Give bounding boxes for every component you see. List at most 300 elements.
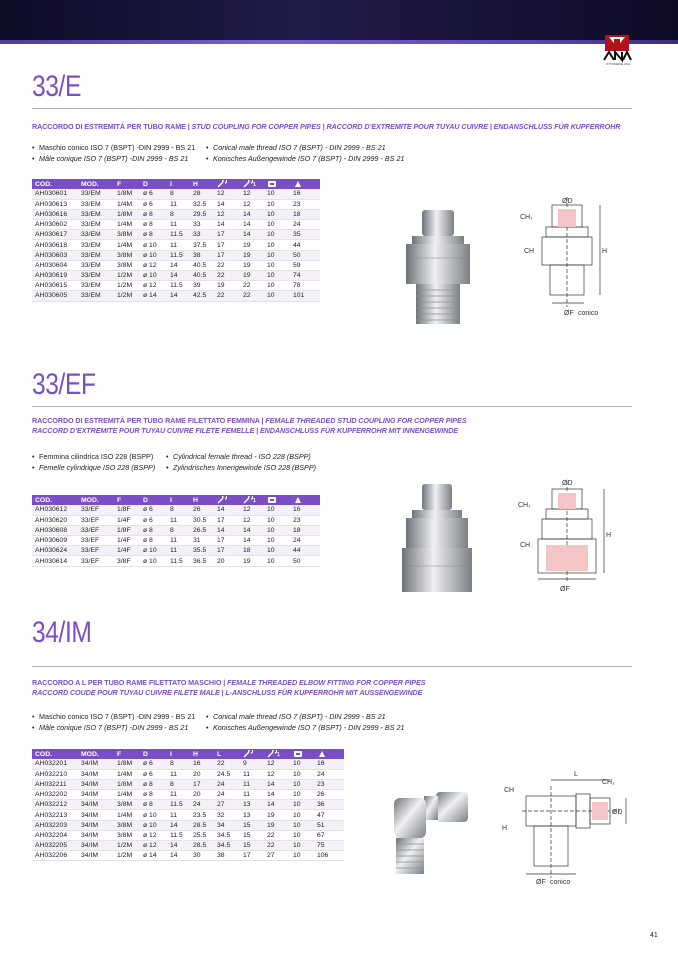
dimensions-table bbox=[32, 749, 344, 861]
table-cell: 35 bbox=[290, 230, 320, 240]
dimensions-table bbox=[32, 495, 320, 567]
table-cell: 8 bbox=[167, 505, 190, 515]
table-cell: 106 bbox=[314, 851, 344, 861]
table-cell: 26.5 bbox=[190, 525, 214, 535]
table-cell: 27 bbox=[264, 851, 290, 861]
table-cell: 30.5 bbox=[190, 515, 214, 525]
table-cell: 1/2M bbox=[114, 851, 140, 861]
coupling-photo bbox=[392, 478, 482, 598]
svg-text:H: H bbox=[606, 532, 612, 539]
table-cell: 10 bbox=[290, 759, 314, 769]
table-cell: 36.5 bbox=[190, 556, 214, 566]
table-cell: AH030602 bbox=[32, 220, 78, 230]
table-cell: 16 bbox=[290, 505, 320, 515]
table-cell: 11 bbox=[167, 536, 190, 546]
column-header: COD. bbox=[32, 495, 78, 505]
table-cell: 10 bbox=[264, 505, 290, 515]
table-cell: 10 bbox=[290, 800, 314, 810]
table-cell: 10 bbox=[264, 546, 290, 556]
table-cell: 11 bbox=[167, 240, 190, 250]
table-cell: 10 bbox=[264, 525, 290, 535]
table-cell: 34/IM bbox=[78, 820, 114, 830]
table-cell: 23 bbox=[290, 515, 320, 525]
table-cell: 15 bbox=[240, 830, 264, 840]
table-cell: ø 6 bbox=[140, 759, 167, 769]
column-header: COD. bbox=[32, 749, 78, 759]
table-cell: 14 bbox=[167, 851, 190, 861]
table-cell: 34/IM bbox=[78, 779, 114, 789]
product-description: RACCORDO A L PER TUBO RAME FILETTATO MASCHIO | FEMALE THREADED ELBOW FITTING FOR COPPER PIPES RACCORD COUDE POUR TUYAU CUIVRE FILETE MALE | L-ANSCHLUSS FÜR KUPFERROHR MIT AUSSENGEWINDE bbox=[32, 678, 426, 697]
table-cell: 33/EM bbox=[78, 220, 114, 230]
table-cell: 8 bbox=[167, 209, 190, 219]
table-cell: 1/8F bbox=[114, 505, 140, 515]
table-cell: 1/8M bbox=[114, 189, 140, 199]
table-cell: 67 bbox=[314, 830, 344, 840]
table-cell: 10 bbox=[264, 536, 290, 546]
table-cell: 11.5 bbox=[167, 250, 190, 260]
table-cell: 51 bbox=[314, 820, 344, 830]
product-code: 33/EF bbox=[32, 368, 96, 401]
table-cell: 50 bbox=[290, 250, 320, 260]
table-row bbox=[32, 220, 320, 230]
table-cell: 22 bbox=[214, 759, 240, 769]
table-cell: 10 bbox=[264, 189, 290, 199]
table-cell: ø 8 bbox=[140, 209, 167, 219]
table-cell: 19 bbox=[240, 556, 264, 566]
column-header: H bbox=[190, 179, 214, 189]
table-row bbox=[32, 515, 320, 525]
table-row bbox=[32, 536, 320, 546]
table-cell: 17 bbox=[214, 546, 240, 556]
table-cell: 33/EF bbox=[78, 546, 114, 556]
wrench-icon bbox=[240, 749, 264, 759]
svg-text:conico: conico bbox=[578, 310, 599, 317]
table-cell: 33/EM bbox=[78, 260, 114, 270]
table-row bbox=[32, 230, 320, 240]
table-cell: ø 6 bbox=[140, 199, 167, 209]
column-header: L bbox=[214, 749, 240, 759]
table-cell: 34.5 bbox=[214, 841, 240, 851]
table-cell: 1/8M bbox=[114, 759, 140, 769]
table-cell: AH030613 bbox=[32, 199, 78, 209]
table-cell: 10 bbox=[264, 281, 290, 291]
table-cell: 8 bbox=[167, 759, 190, 769]
table-cell: 39 bbox=[190, 281, 214, 291]
table-row bbox=[32, 556, 320, 566]
table-cell: 34/IM bbox=[78, 769, 114, 779]
elbow-photo bbox=[380, 784, 480, 884]
table-cell: AH030620 bbox=[32, 515, 78, 525]
table-cell: 14 bbox=[167, 260, 190, 270]
table-cell: AH032201 bbox=[32, 759, 78, 769]
table-cell: 10 bbox=[264, 240, 290, 250]
table-cell: 34/IM bbox=[78, 851, 114, 861]
table-cell: 24.5 bbox=[214, 769, 240, 779]
table-cell: 23 bbox=[314, 779, 344, 789]
table-cell: 16 bbox=[314, 759, 344, 769]
table-cell: AH030616 bbox=[32, 209, 78, 219]
table-cell: 33/EF bbox=[78, 536, 114, 546]
thread-bullets: • Maschio conico ISO 7 (BSPT) -DIN 2999 - BS 21 • Conical male thread ISO 7 (BSPT) - DIN 2999 - BS 21 • Mâle conique ISO 7 (BSPT) -DIN 2999 - BS 21 • Konisches Außengewinde ISO 7 (BSPT) - DIN 2999 - BS 21 bbox=[32, 712, 405, 732]
table-cell: 18 bbox=[290, 525, 320, 535]
table-cell: 40.5 bbox=[190, 271, 214, 281]
table-cell: 50 bbox=[290, 556, 320, 566]
table-cell: ø 12 bbox=[140, 841, 167, 851]
table-row bbox=[32, 189, 320, 199]
column-header: F bbox=[114, 495, 140, 505]
table-cell: 22 bbox=[214, 291, 240, 301]
nut-icon bbox=[290, 749, 314, 759]
table-cell: 11.5 bbox=[167, 230, 190, 240]
thread-bullets: • Maschio conico ISO 7 (BSPT) -DIN 2999 - BS 21 • Conical male thread ISO 7 (BSPT) - DIN 2999 - BS 21 • Mâle conique ISO 7 (BSPT) -DIN 2999 - BS 21 • Konisches Außengewinde ISO 7 (BSPT) - DIN 2999 - BS 21 bbox=[32, 143, 405, 163]
svg-text:L: L bbox=[574, 771, 578, 778]
table-cell: 1/2M bbox=[114, 271, 140, 281]
table-cell: 19 bbox=[240, 271, 264, 281]
thread-bullets: • Femmina cilindrica ISO 228 (BSPP) • Cylindrical female thread - ISO 228 (BSPP) • Femelle cylindrique ISO 228 (BSPP) • Zylindrisches Innengewinde ISO 228 (BSPP) bbox=[32, 452, 317, 472]
table-row bbox=[32, 841, 344, 851]
column-header: COD. bbox=[32, 179, 78, 189]
table-cell: AH030603 bbox=[32, 250, 78, 260]
table-cell: 1/8M bbox=[114, 209, 140, 219]
table-cell: 24 bbox=[314, 769, 344, 779]
table-cell: 101 bbox=[290, 291, 320, 301]
product-code: 34/IM bbox=[32, 616, 92, 649]
table-cell: 14 bbox=[240, 209, 264, 219]
table-cell: 14 bbox=[264, 800, 290, 810]
table-cell: 33/EM bbox=[78, 189, 114, 199]
column-header: MOD. bbox=[78, 179, 114, 189]
svg-text:CH: CH bbox=[524, 248, 535, 255]
technical-drawing bbox=[502, 766, 632, 886]
table-cell: ø 6 bbox=[140, 189, 167, 199]
table-cell: 1/8F bbox=[114, 525, 140, 535]
table-cell: 17 bbox=[214, 250, 240, 260]
nut-icon bbox=[264, 179, 290, 189]
table-cell: ø 10 bbox=[140, 240, 167, 250]
table-cell: 40.5 bbox=[190, 260, 214, 270]
table-cell: 19 bbox=[240, 250, 264, 260]
table-cell: 14 bbox=[264, 779, 290, 789]
table-cell: 44 bbox=[290, 546, 320, 556]
table-cell: AH032203 bbox=[32, 820, 78, 830]
table-cell: 10 bbox=[264, 271, 290, 281]
table-cell: 14 bbox=[167, 271, 190, 281]
table-cell: ø 14 bbox=[140, 291, 167, 301]
table-cell: 1/8M bbox=[114, 779, 140, 789]
table-cell: 10 bbox=[290, 820, 314, 830]
bag-icon bbox=[290, 495, 320, 505]
table-cell: 1/4F bbox=[114, 536, 140, 546]
table-cell: ø 10 bbox=[140, 546, 167, 556]
table-cell: 1/4F bbox=[114, 546, 140, 556]
table-cell: 11 bbox=[167, 220, 190, 230]
table-cell: 3/8F bbox=[114, 556, 140, 566]
table-cell: 22 bbox=[240, 291, 264, 301]
technical-drawing bbox=[512, 195, 622, 325]
table-cell: 33 bbox=[190, 220, 214, 230]
table-row bbox=[32, 769, 344, 779]
table-cell: ø 10 bbox=[140, 271, 167, 281]
table-cell: 11.5 bbox=[167, 800, 190, 810]
table-cell: AH030618 bbox=[32, 240, 78, 250]
table-cell: 14 bbox=[240, 536, 264, 546]
table-cell: AH030617 bbox=[32, 230, 78, 240]
technical-drawing bbox=[512, 473, 622, 603]
table-cell: ø 8 bbox=[140, 800, 167, 810]
table-cell: 34/IM bbox=[78, 759, 114, 769]
table-cell: 38 bbox=[190, 250, 214, 260]
table-cell: 18 bbox=[240, 546, 264, 556]
table-cell: 34/IM bbox=[78, 841, 114, 851]
brand-logo bbox=[602, 33, 632, 63]
table-cell: 34/IM bbox=[78, 800, 114, 810]
table-cell: 29.5 bbox=[190, 209, 214, 219]
table-cell: 17 bbox=[214, 240, 240, 250]
table-cell: ø 10 bbox=[140, 820, 167, 830]
table-cell: ø 8 bbox=[140, 779, 167, 789]
table-cell: AH032206 bbox=[32, 851, 78, 861]
logo-subtitle: OTTONERIE ANA bbox=[605, 62, 631, 66]
table-cell: 24 bbox=[190, 800, 214, 810]
table-cell: AH030605 bbox=[32, 291, 78, 301]
table-cell: 38 bbox=[214, 851, 240, 861]
table-cell: 59 bbox=[290, 260, 320, 270]
table-cell: 1/4M bbox=[114, 220, 140, 230]
table-cell: 78 bbox=[290, 281, 320, 291]
table-cell: ø 10 bbox=[140, 250, 167, 260]
table-cell: 44 bbox=[290, 240, 320, 250]
table-cell: 3/8M bbox=[114, 250, 140, 260]
table-row bbox=[32, 546, 320, 556]
coupling-photo bbox=[392, 208, 482, 328]
svg-text:ØF: ØF bbox=[564, 310, 574, 317]
table-cell: 27 bbox=[214, 800, 240, 810]
table-cell: 10 bbox=[264, 515, 290, 525]
table-cell: 17 bbox=[240, 851, 264, 861]
table-cell: AH030615 bbox=[32, 281, 78, 291]
bag-icon bbox=[314, 749, 344, 759]
table-cell: 34.5 bbox=[214, 830, 240, 840]
table-cell: 11 bbox=[167, 546, 190, 556]
table-cell: 34/IM bbox=[78, 830, 114, 840]
table-cell: AH030624 bbox=[32, 546, 78, 556]
table-cell: 17 bbox=[214, 536, 240, 546]
table-cell: 20 bbox=[214, 556, 240, 566]
table-cell: 24 bbox=[214, 779, 240, 789]
table-cell: 74 bbox=[290, 271, 320, 281]
table-cell: 33/EM bbox=[78, 230, 114, 240]
table-cell: 10 bbox=[264, 291, 290, 301]
dimensions-table bbox=[32, 179, 320, 302]
table-cell: 11 bbox=[167, 515, 190, 525]
svg-text:H: H bbox=[502, 825, 508, 832]
table-cell: 8 bbox=[167, 779, 190, 789]
table-cell: 1/4M bbox=[114, 199, 140, 209]
table-row bbox=[32, 830, 344, 840]
table-cell: 19 bbox=[214, 281, 240, 291]
table-cell: ø 12 bbox=[140, 260, 167, 270]
table-cell: 12 bbox=[214, 209, 240, 219]
table-cell: 11.5 bbox=[167, 556, 190, 566]
table-cell: 33/EF bbox=[78, 505, 114, 515]
table-row bbox=[32, 790, 344, 800]
section-33-ef bbox=[32, 368, 632, 598]
column-header: MOD. bbox=[78, 749, 114, 759]
table-cell: 17 bbox=[190, 779, 214, 789]
table-cell: ø 6 bbox=[140, 515, 167, 525]
table-cell: 16 bbox=[290, 189, 320, 199]
table-cell: 15 bbox=[240, 820, 264, 830]
table-cell: 8 bbox=[167, 189, 190, 199]
table-cell: 19 bbox=[264, 810, 290, 820]
column-header: I bbox=[167, 495, 190, 505]
table-cell: 14 bbox=[214, 505, 240, 515]
divider bbox=[32, 108, 632, 109]
table-cell: 28.5 bbox=[190, 820, 214, 830]
svg-text:CH: CH bbox=[520, 542, 531, 549]
table-cell: 9 bbox=[240, 759, 264, 769]
wrench-icon bbox=[214, 179, 240, 189]
table-cell: 35.5 bbox=[190, 546, 214, 556]
table-cell: 10 bbox=[290, 851, 314, 861]
table-cell: 33/EF bbox=[78, 525, 114, 535]
table-cell: 33/EM bbox=[78, 250, 114, 260]
svg-text:H: H bbox=[602, 248, 608, 255]
divider bbox=[32, 406, 632, 407]
table-cell: 17 bbox=[214, 230, 240, 240]
table-row bbox=[32, 851, 344, 861]
table-cell: 11.5 bbox=[167, 281, 190, 291]
table-cell: 11 bbox=[240, 779, 264, 789]
wrench-icon bbox=[214, 495, 240, 505]
table-cell: AH032205 bbox=[32, 841, 78, 851]
column-header: F bbox=[114, 179, 140, 189]
bag-icon bbox=[290, 179, 320, 189]
table-cell: AH030609 bbox=[32, 536, 78, 546]
table-cell: 14 bbox=[167, 820, 190, 830]
table-row bbox=[32, 820, 344, 830]
table-cell: 19 bbox=[240, 240, 264, 250]
table-cell: 34/IM bbox=[78, 810, 114, 820]
table-cell: AH032213 bbox=[32, 810, 78, 820]
table-cell: ø 8 bbox=[140, 230, 167, 240]
table-cell: 3/8M bbox=[114, 230, 140, 240]
table-cell: 1/4F bbox=[114, 515, 140, 525]
table-row bbox=[32, 250, 320, 260]
table-cell: 34 bbox=[214, 820, 240, 830]
column-header: D bbox=[140, 749, 167, 759]
table-cell: 14 bbox=[264, 790, 290, 800]
table-row bbox=[32, 209, 320, 219]
product-description: RACCORDO DI ESTREMITÀ PER TUBO RAME | STUD COUPLING FOR COPPER PIPES | RACCORD D’EXTREMITE POUR TUYAU CUIVRE | ENDANSCHLUSS FÜR KUPFERROHR bbox=[32, 122, 621, 131]
table-cell: AH030604 bbox=[32, 260, 78, 270]
table-cell: 14 bbox=[167, 291, 190, 301]
table-cell: 11 bbox=[167, 199, 190, 209]
table-cell: AH030612 bbox=[32, 505, 78, 515]
nut-icon bbox=[264, 495, 290, 505]
svg-text:ØF: ØF bbox=[560, 586, 570, 593]
table-cell: AH032211 bbox=[32, 779, 78, 789]
table-row bbox=[32, 260, 320, 270]
table-cell: 47 bbox=[314, 810, 344, 820]
table-cell: 10 bbox=[264, 220, 290, 230]
table-cell: 12 bbox=[240, 199, 264, 209]
table-cell: 10 bbox=[290, 769, 314, 779]
table-cell: AH030608 bbox=[32, 525, 78, 535]
wrench1-icon: 1 bbox=[240, 179, 264, 189]
table-cell: AH032204 bbox=[32, 830, 78, 840]
table-cell: ø 14 bbox=[140, 851, 167, 861]
table-cell: 11 bbox=[167, 810, 190, 820]
table-cell: AH030601 bbox=[32, 189, 78, 199]
table-cell: 12 bbox=[240, 515, 264, 525]
table-cell: 32 bbox=[214, 810, 240, 820]
table-cell: ø 8 bbox=[140, 536, 167, 546]
table-cell: 12 bbox=[240, 505, 264, 515]
table-cell: 22 bbox=[240, 281, 264, 291]
column-header: H bbox=[190, 749, 214, 759]
table-cell: ø 10 bbox=[140, 810, 167, 820]
table-cell: 34/IM bbox=[78, 790, 114, 800]
table-cell: 20 bbox=[190, 790, 214, 800]
table-cell: 37.5 bbox=[190, 240, 214, 250]
table-cell: 24 bbox=[214, 790, 240, 800]
table-cell: 22 bbox=[264, 841, 290, 851]
column-header: D bbox=[140, 495, 167, 505]
table-cell: 10 bbox=[290, 779, 314, 789]
page-number: 41 bbox=[650, 932, 658, 939]
table-cell: 23 bbox=[290, 199, 320, 209]
table-cell: 14 bbox=[240, 220, 264, 230]
table-cell: 14 bbox=[214, 525, 240, 535]
table-row bbox=[32, 240, 320, 250]
table-cell: 3/8M bbox=[114, 260, 140, 270]
table-cell: 22 bbox=[214, 260, 240, 270]
table-row bbox=[32, 505, 320, 515]
table-cell: 10 bbox=[264, 260, 290, 270]
column-header: F bbox=[114, 749, 140, 759]
table-cell: 12 bbox=[214, 189, 240, 199]
table-cell: 1/4M bbox=[114, 769, 140, 779]
table-cell: 10 bbox=[264, 209, 290, 219]
table-cell: 36 bbox=[314, 800, 344, 810]
column-header: MOD. bbox=[78, 495, 114, 505]
table-cell: 10 bbox=[264, 556, 290, 566]
table-cell: 14 bbox=[214, 199, 240, 209]
table-cell: 30 bbox=[190, 851, 214, 861]
svg-text:CH₁: CH₁ bbox=[602, 779, 615, 786]
table-cell: 28 bbox=[190, 189, 214, 199]
table-cell: 11 bbox=[240, 769, 264, 779]
table-row bbox=[32, 271, 320, 281]
table-cell: 13 bbox=[240, 810, 264, 820]
table-cell: 11 bbox=[167, 790, 190, 800]
table-cell: 28.5 bbox=[190, 841, 214, 851]
table-cell: ø 6 bbox=[140, 769, 167, 779]
table-cell: 13 bbox=[240, 800, 264, 810]
table-cell: 19 bbox=[240, 260, 264, 270]
table-cell: 75 bbox=[314, 841, 344, 851]
table-cell: 26 bbox=[314, 790, 344, 800]
table-cell: 1/2M bbox=[114, 841, 140, 851]
product-description: RACCORDO DI ESTREMITÀ PER TUBO RAME FILETTATO FEMMINA | FEMALE THREADED STUD COUPLING FOR COPPER PIPES RACCORD D’EXTREMITE POUR TUYAU CUIVRE FILETE FEMELLE | ENDANSCHLUSS FÜR KUPFERROHR MIT INNENGEWINDE bbox=[32, 416, 467, 435]
table-cell: 10 bbox=[290, 790, 314, 800]
table-cell: 12 bbox=[240, 189, 264, 199]
table-row bbox=[32, 759, 344, 769]
svg-text:CH₁: CH₁ bbox=[518, 502, 531, 509]
table-cell: 16 bbox=[190, 759, 214, 769]
table-cell: 14 bbox=[240, 525, 264, 535]
